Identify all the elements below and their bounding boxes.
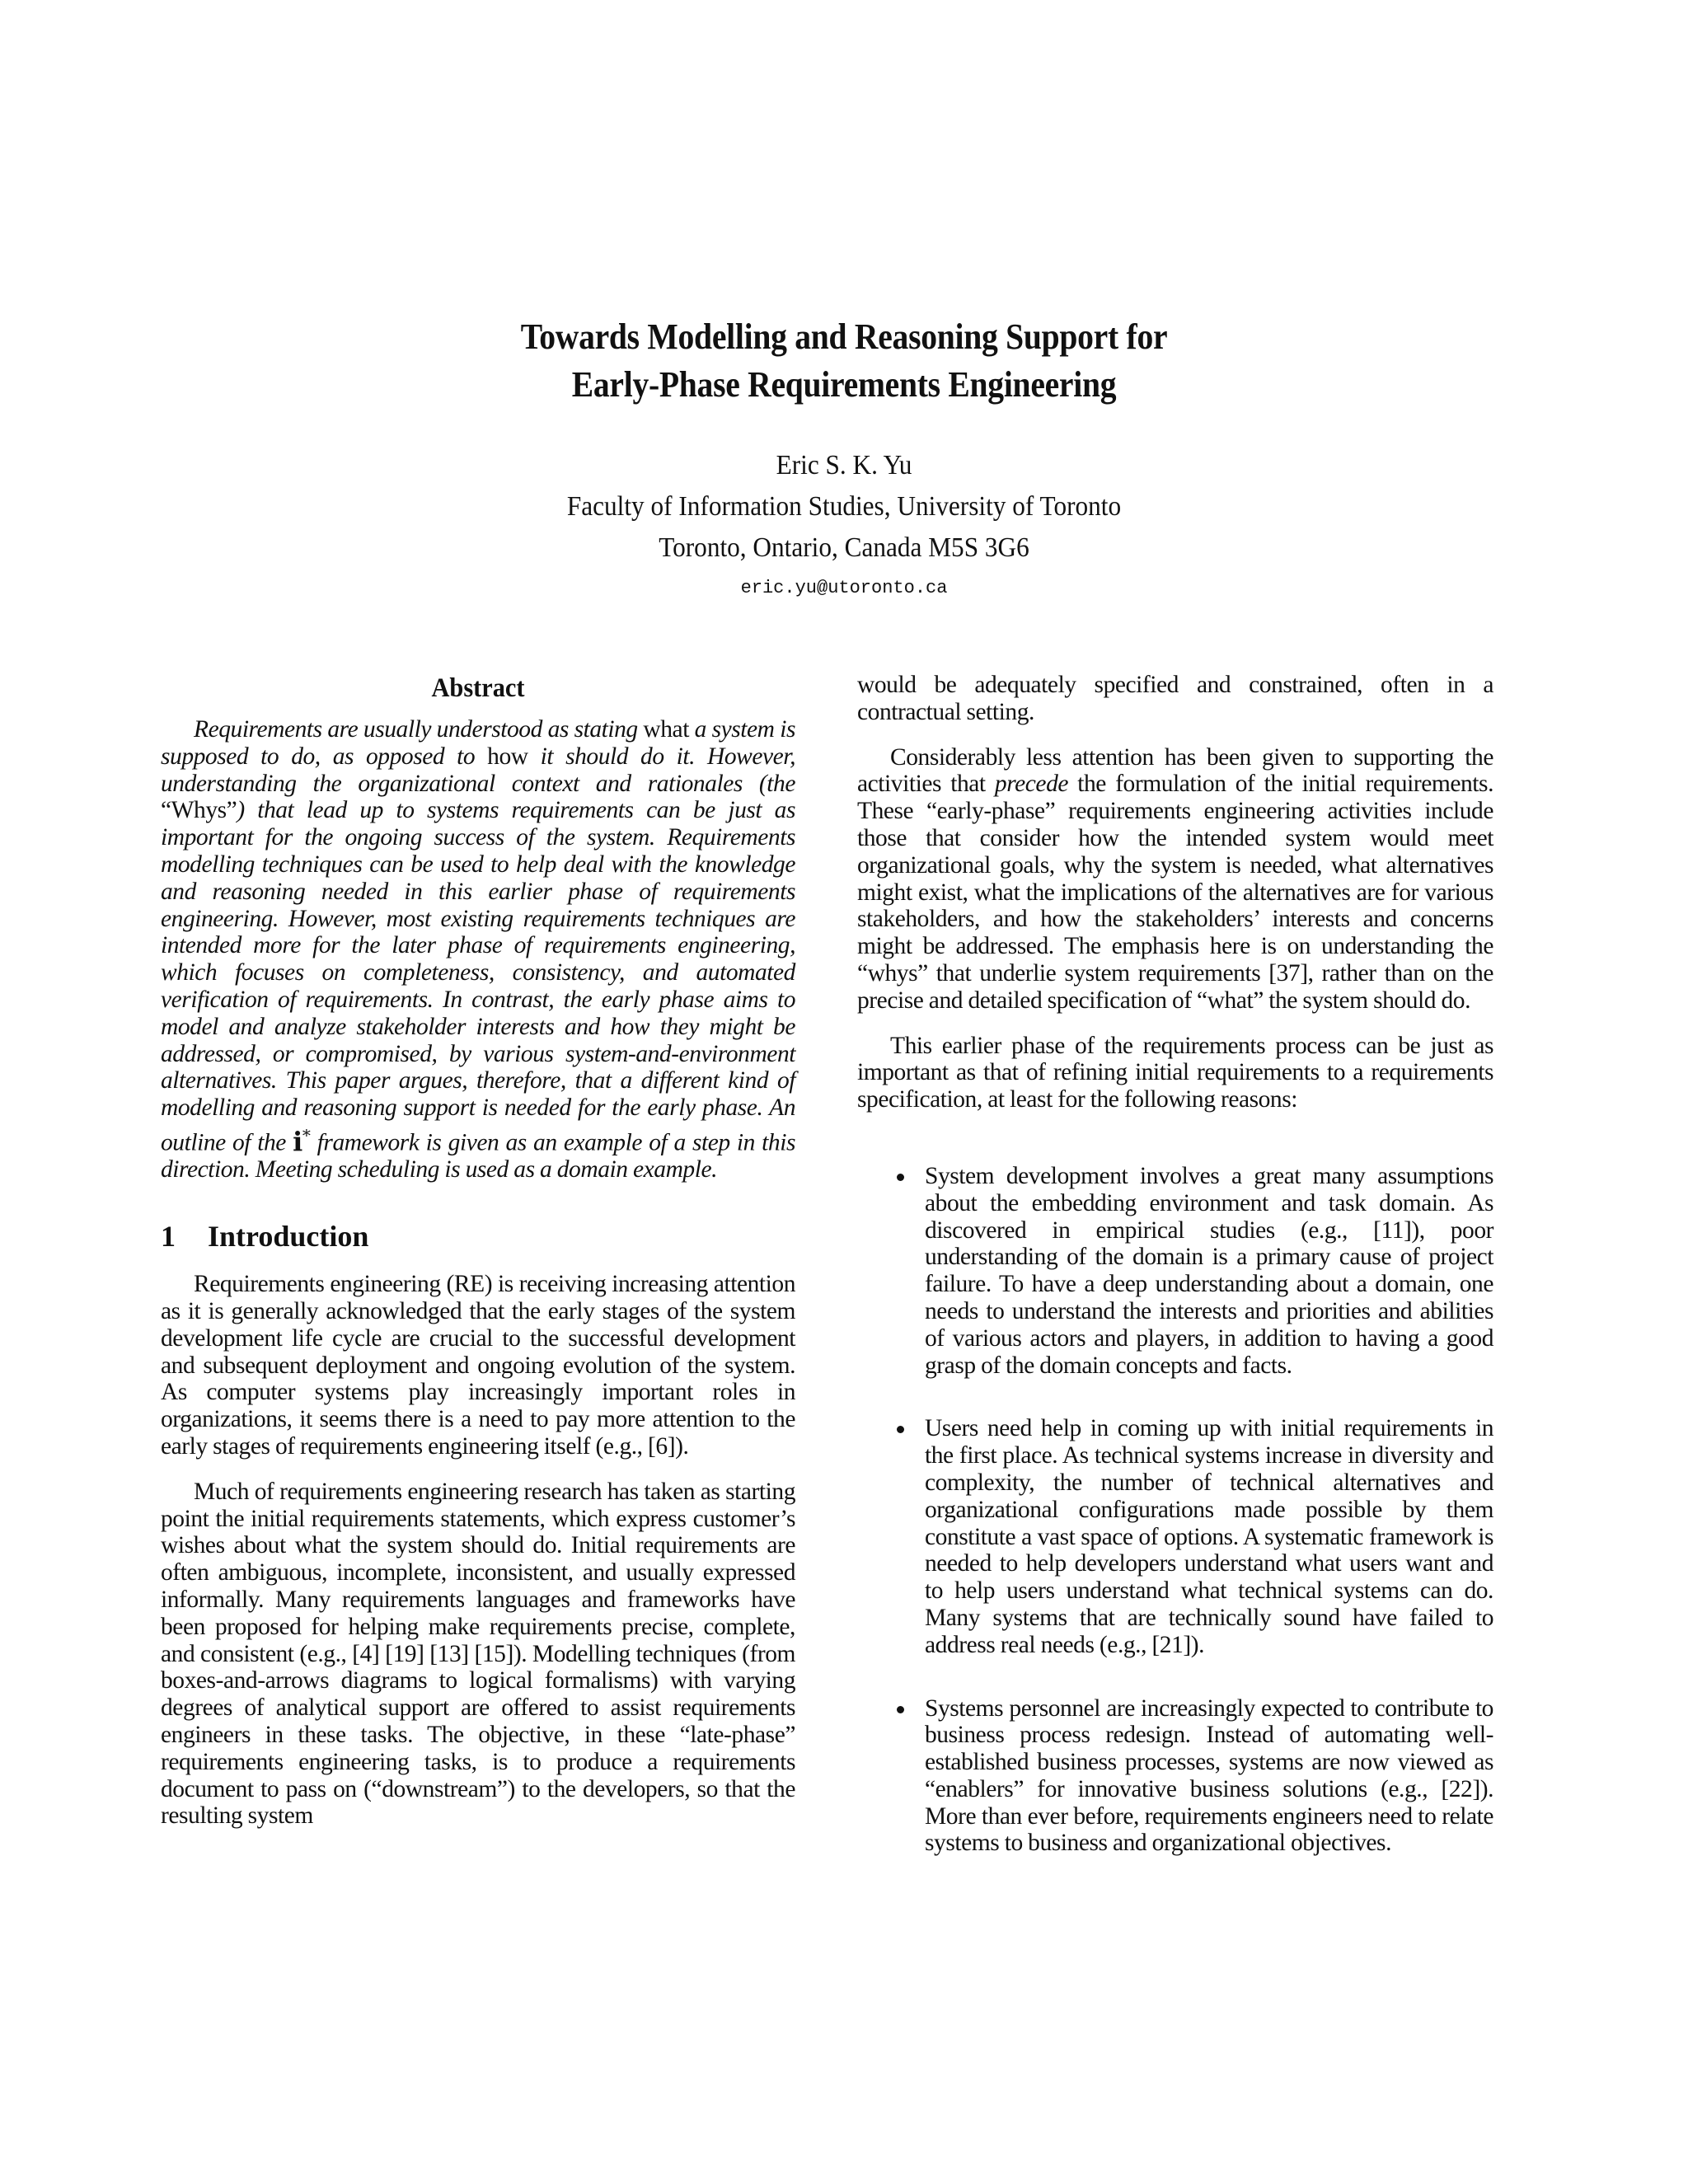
author-block <box>0 445 1688 603</box>
paper-title-line-2: Early-Phase Requirements Engineering <box>571 364 1117 405</box>
abstract-emphasis-how: how <box>487 743 528 770</box>
list-item <box>857 1163 1493 1379</box>
author-address: Toronto, Ontario, Canada M5S 3G6 <box>659 532 1029 563</box>
istar-sup: * <box>302 1124 311 1145</box>
reasons-list <box>857 1163 1493 1857</box>
bullet-icon <box>897 1174 904 1181</box>
author-email: eric.yu@utoronto.ca <box>740 578 948 598</box>
intro-paragraph-4: This earlier phase of the requirements process can be just as important as that of refining initial requirements to a requirements specification, at least for the following reasons: <box>857 1032 1493 1113</box>
title-block <box>0 313 1688 409</box>
list-item <box>857 1415 1493 1658</box>
abstract-text-segment: it should do it. However, understanding the organizational context and rationales (the <box>161 743 795 797</box>
abstract-text-segment: framework is given as an example of a step in this direction. Meeting scheduling is used as a domain example. <box>161 1129 795 1183</box>
section-title: Introduction <box>208 1220 369 1254</box>
bullet-icon <box>897 1426 904 1433</box>
right-column <box>857 672 1493 1893</box>
istar-base: i <box>293 1125 302 1157</box>
intro-paragraph-1: Requirements engineering (RE) is receiving increasing attention as it is generally acknowledged that the early stages of the system development life cycle are crucial to the successful development and subsequent deployment and ongoing evolution of the system. As computer systems play increasingly important roles in organizations, it seems there is a need to pay more attention to the early stages of requirements engineering itself (e.g., [6]). <box>161 1271 795 1460</box>
paper-title-line-1: Towards Modelling and Reasoning Support for <box>520 316 1168 357</box>
intro-paragraph-3 <box>857 744 1493 1015</box>
author-affiliation: Faculty of Information Studies, University of Toronto <box>566 491 1122 522</box>
emphasis-precede: precede <box>994 771 1069 798</box>
section-number: 1 <box>161 1220 176 1254</box>
left-column <box>161 672 795 1830</box>
intro-paragraph-2: Much of requirements engineering research has taken as starting point the initial requirements statements, which express customer’s wishes about what the system should do. Initial requirements are often ambiguous, incomplete, inconsistent, and usually expressed informally. Many requirements languages and frameworks have been proposed for helping make requirements precise, complete, and consistent (e.g., [4] [19] [13] [15]). Modelling techniques (from boxes-and-arrows diagrams to logical formalisms) with varying degrees of analytical support are offered to assist requirements engineers in these tasks. The objective, in these “late-phase” requirements engineering tasks, is to produce a requirements document to pass on (“downstream”) to the developers, so that the resulting system <box>161 1478 795 1830</box>
abstract-text-segment: a system is supposed to do, as opposed to <box>161 716 795 770</box>
intro-paragraph-2-continued: would be adequately specified and constrained, often in a contractual setting. <box>857 672 1493 725</box>
list-item-text: Systems personnel are increasingly expected to contribute to business process redesign. Instead of automating well-established business processes, systems are now viewed as “enablers” for innovative business solutions (e.g., [22]). More than ever before, requirements engineers need to relate systems to business and organizational objectives. <box>925 1694 1493 1857</box>
abstract-body <box>161 716 795 1183</box>
abstract-emphasis-what: what <box>643 716 689 743</box>
list-item-text: Users need help in coming up with initial requirements in the first place. As technical systems increase in diversity and complexity, the number of technical alternatives and organizational configurations made possible by them constitute a vast space of options. A systematic framework is needed to help developers understand what users want and to help users understand what technical systems can do. Many systems that are technically sound have failed to address real needs (e.g., [21]). <box>925 1415 1493 1658</box>
list-item-text: System development involves a great many assumptions about the embedding environment and task domain. As discovered in empirical studies (e.g., [11]), poor understanding of the domain is a primary cause of project failure. To have a deep understanding about a domain, one needs to understand the interests and priorities and abilities of various actors and players, in addition to having a good grasp of the domain concepts and facts. <box>925 1162 1493 1379</box>
author-name: Eric S. K. Yu <box>776 450 912 480</box>
abstract-text-segment: Requirements are usually understood as stating <box>194 716 644 743</box>
abstract-emphasis-whys: “Whys” <box>161 797 237 824</box>
paragraph-text-segment: Considerably less attention has been given to supporting the activities that <box>857 743 1493 798</box>
istar-symbol <box>293 1126 310 1157</box>
list-item <box>857 1695 1493 1858</box>
abstract-heading: Abstract <box>431 673 525 703</box>
section-heading-introduction <box>161 1218 795 1254</box>
abstract-text-segment: ) that lead up to systems requirements can be just as important for the ongoing success of the system. Requirements modelling techniques can be used to help deal with the knowledge and reasoning needed in this earlier phase of requirements engineering. However, most existing requirements techniques are intended more for the later phase of requirements engineering, which focuses on completeness, consistency, and automated verification of requirements. In contrast, the early phase aims to model and analyze stakeholder interests and how they might be addressed, or compromised, by various system-and-environment alternatives. This paper argues, therefore, that a different kind of modelling and reasoning support is needed for the early phase. An outline of the <box>161 797 795 1156</box>
paragraph-text-segment: the formulation of the initial requirements. These “early-phase” requirements engineering activities include those that consider how the intended system would meet organizational goals, why the system is needed, what alternatives might exist, what the implications of the alternatives are for various stakeholders, and how the stakeholders’ interests and concerns might be addressed. The emphasis here is on understanding the “whys” that underlie system requirements [37], rather than on the precise and detailed specification of “what” the system should do. <box>857 771 1494 1014</box>
bullet-icon <box>897 1706 904 1713</box>
